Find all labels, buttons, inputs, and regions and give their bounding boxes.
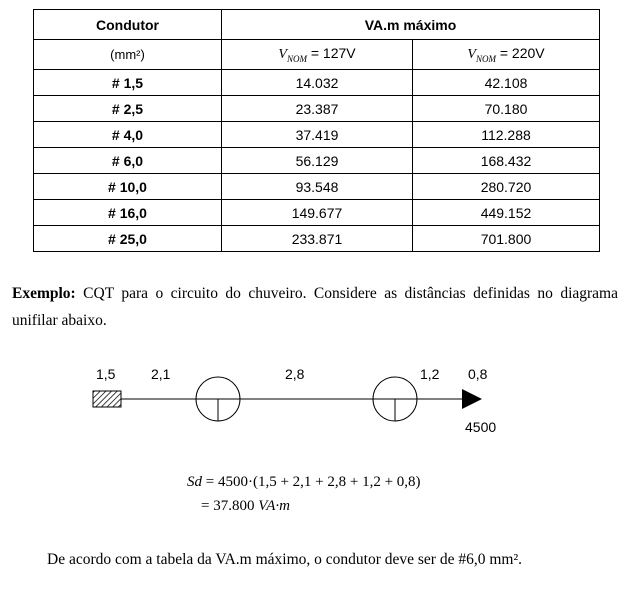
distance-label: 0,8 <box>468 366 488 382</box>
example-label: Exemplo: <box>12 285 76 302</box>
conclusion-text: De acordo com a tabela da VA.m máximo, o condutor deve ser de #6,0 mm². <box>47 551 522 568</box>
table-row <box>34 122 600 148</box>
va-m-127-cell: 149.677 <box>222 200 413 226</box>
header-units: (mm²) <box>34 40 222 70</box>
conductor-size-cell: # 2,5 <box>34 96 222 122</box>
sd-symbol: Sd <box>187 474 202 490</box>
table-row <box>34 148 600 174</box>
conductor-size-cell: # 1,5 <box>34 70 222 96</box>
formula-line-2 <box>201 498 290 515</box>
formula-expression: = 4500·(1,5 + 2,1 + 2,8 + 1,2 + 0,8) <box>202 474 421 490</box>
single-line-diagram <box>0 355 630 455</box>
va-m-220-cell: 449.152 <box>413 200 600 226</box>
conductor-size-cell: # 6,0 <box>34 148 222 174</box>
va-m-127-cell: 93.548 <box>222 174 413 200</box>
table-row <box>34 174 600 200</box>
va-m-127-cell: 233.871 <box>222 226 413 252</box>
va-m-127-cell: 23.387 <box>222 96 413 122</box>
va-m-220-cell: 70.180 <box>413 96 600 122</box>
va-m-220-cell: 168.432 <box>413 148 600 174</box>
v-symbol: V <box>278 47 287 63</box>
distance-label: 2,8 <box>285 366 305 382</box>
va-m-table <box>33 9 600 252</box>
va-m-127-cell: 37.419 <box>222 122 413 148</box>
header-v127 <box>222 40 413 70</box>
v220-label: = 220V <box>495 45 545 62</box>
va-m-220-cell: 42.108 <box>413 70 600 96</box>
load-label: 4500 <box>465 419 497 435</box>
va-m-127-cell: 14.032 <box>222 70 413 96</box>
arrow-icon <box>462 389 482 409</box>
header-v220 <box>413 40 600 70</box>
va-m-220-cell: 280.720 <box>413 174 600 200</box>
formula-result: = 37.800 <box>201 498 259 514</box>
conductor-size-cell: # 16,0 <box>34 200 222 226</box>
table-row <box>34 226 600 252</box>
header-va-m-maximo: VA.m máximo <box>222 10 600 40</box>
v-subscript: NOM <box>286 53 307 64</box>
table-body <box>34 70 600 252</box>
table-row <box>34 70 600 96</box>
distance-label: 1,5 <box>96 366 116 382</box>
va-m-127-cell: 56.129 <box>222 148 413 174</box>
conductor-size-cell: # 10,0 <box>34 174 222 200</box>
formula-unit: VA·m <box>258 498 291 514</box>
distance-label: 1,2 <box>420 366 440 382</box>
formula <box>0 470 630 530</box>
table-row <box>34 200 600 226</box>
distance-label: 2,1 <box>151 366 171 382</box>
example-text: CQT para o circuito do chuveiro. Considere as distâncias definidas no diagrama unifilar abaixo. <box>12 285 618 329</box>
formula-line-1 <box>187 474 421 491</box>
conductor-size-cell: # 4,0 <box>34 122 222 148</box>
v-symbol: V <box>467 47 476 63</box>
table-row <box>34 96 600 122</box>
v127-label: = 127V <box>306 45 356 62</box>
header-condutor: Condutor <box>34 10 222 40</box>
v-subscript: NOM <box>475 53 496 64</box>
va-m-220-cell: 701.800 <box>413 226 600 252</box>
panel-icon <box>93 391 121 407</box>
example-paragraph <box>12 280 618 334</box>
va-m-220-cell: 112.288 <box>413 122 600 148</box>
conductor-size-cell: # 25,0 <box>34 226 222 252</box>
